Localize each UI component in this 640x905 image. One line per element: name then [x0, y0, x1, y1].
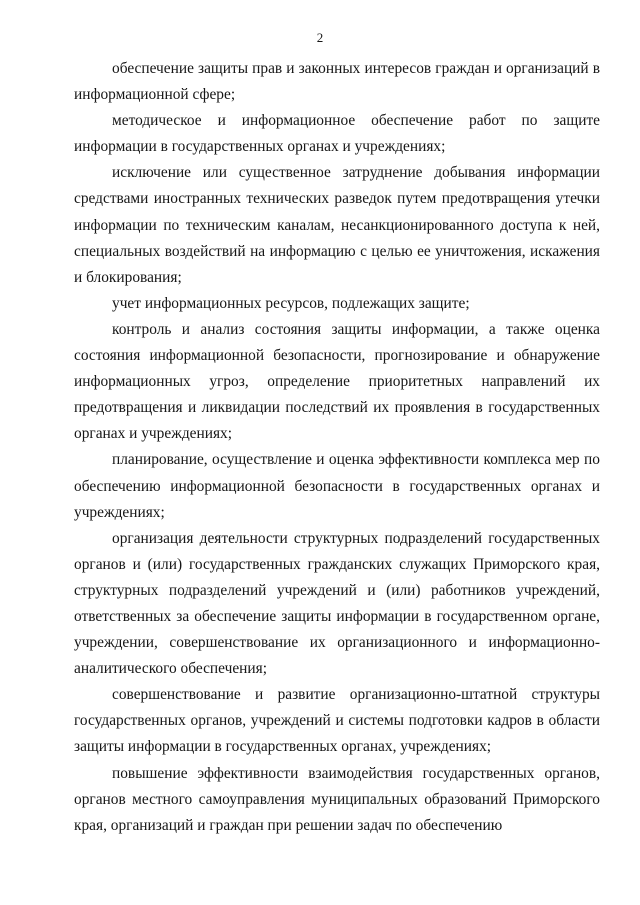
- paragraph-foreign-intelligence: исключение или существенное затруднение добывания информации средствами иностранных технических разведок путем предотвращения утечки информации по техническим каналам, несанкционированного доступа к ней, специальных воздействий на информацию с целью ее уничтожения, искажения и блокирования;: [74, 164, 600, 286]
- paragraph-rights-protection: обеспечение защиты прав и законных интересов граждан и организаций в информационной сфере;: [74, 60, 600, 104]
- paragraph-interaction-efficiency: повышение эффективности взаимодействия государственных органов, органов местного самоуправления муниципальных образований Приморского края, организаций и граждан при решении задач по обеспечению: [74, 764, 600, 834]
- paragraph-control-analysis: контроль и анализ состояния защиты информации, а также оценка состояния информационной безопасности, прогнозирование и обнаружение информационных угроз, определение приоритетных направлений их предотвращения и ликвидации последствий их проявления в государственных органах и учреждениях;: [74, 320, 600, 443]
- page-number: 2: [316, 30, 324, 45]
- paragraph-methodical-support: методическое и информационное обеспечение работ по защите информации в государственных органах и учреждениях;: [74, 112, 600, 156]
- document-body: [74, 56, 600, 839]
- paragraph-planning: планирование, осуществление и оценка эффективности комплекса мер по обеспечению информационной безопасности в государственных органах и учреждениях;: [74, 451, 600, 521]
- paragraph-resource-accounting: учет информационных ресурсов, подлежащих защите;: [112, 294, 470, 312]
- paragraph-organization: организация деятельности структурных подразделений государственных органов и (или) государственных гражданских служащих Приморского края, структурных подразделений учреждений и (или) работников учреждений, ответственных за обеспечение защиты информации в государственном органе, учреждении, совершенствование их организационного и информационно-аналитического обеспечения;: [74, 529, 600, 678]
- paragraph-structure-improvement: совершенствование и развитие организационно-штатной структуры государственных органов, учреждений и системы подготовки кадров в области защиты информации в государственных органах, учреждениях;: [74, 686, 600, 756]
